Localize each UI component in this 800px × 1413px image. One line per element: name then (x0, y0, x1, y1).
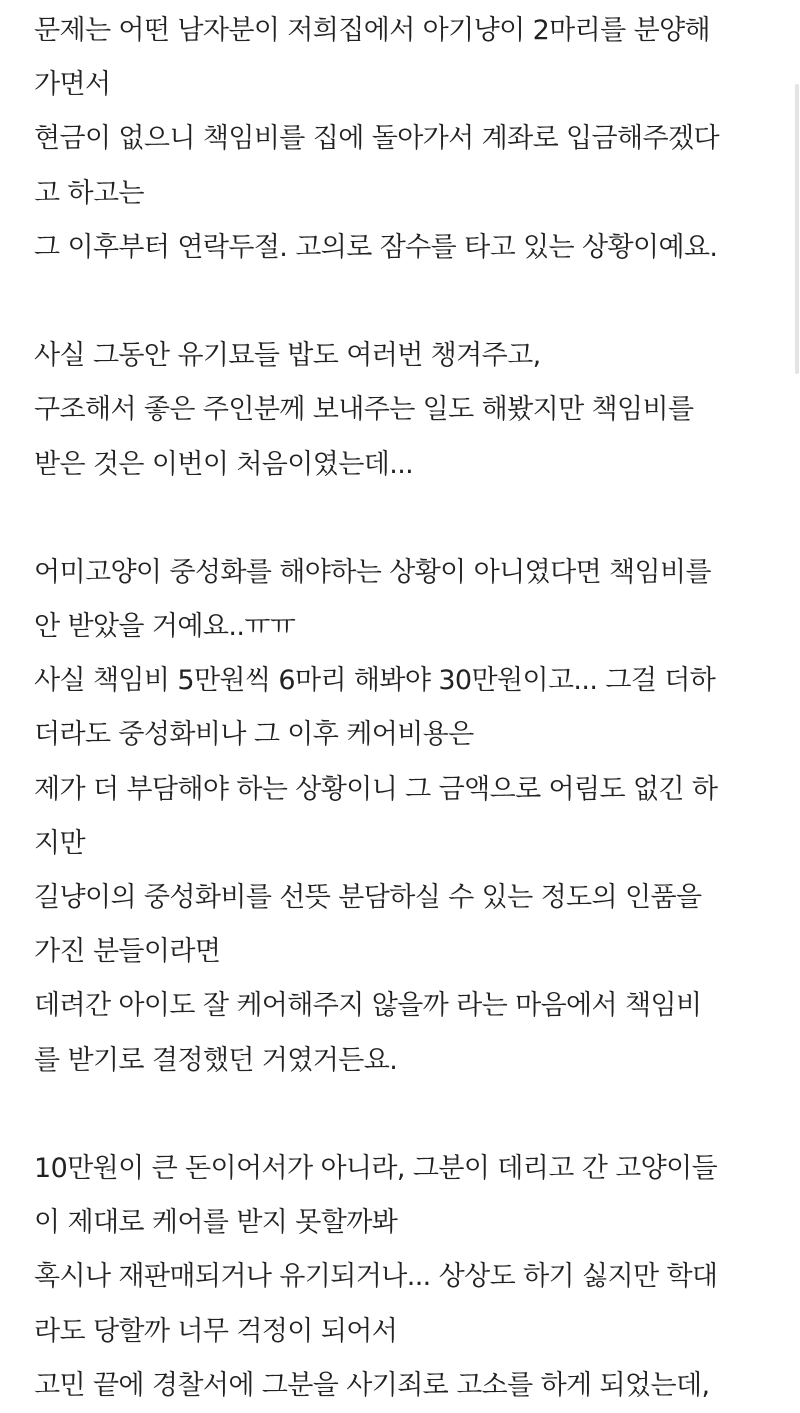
text-line: 제가 더 부담해야 하는 상황이니 그 금액으로 어림도 없긴 하 (34, 773, 718, 805)
text-line: 10만원이 큰 돈이어서가 아니라, 그분이 데리고 간 고양이들 (34, 1152, 718, 1184)
paragraph-2 (34, 329, 774, 492)
text-line: 어미고양이 중성화를 해야하는 상황이 아니였다면 책임비를 (34, 556, 711, 588)
text-line: 이 제대로 케어를 받지 못할까봐 (34, 1207, 398, 1239)
paragraph-4 (34, 1142, 774, 1413)
scrollbar-thumb[interactable] (795, 84, 799, 374)
text-line: 더라도 중성화비나 그 이후 케어비용은 (34, 719, 474, 751)
text-line: 가진 분들이라면 (34, 936, 221, 968)
text-line: 구조해서 좋은 주인분께 보내주는 일도 해봤지만 책임비를 (34, 394, 694, 426)
text-line: 데려간 아이도 잘 케어해주지 않을까 라는 마음에서 책임비 (34, 990, 702, 1022)
paragraph-1 (34, 4, 774, 275)
text-line: 받은 것은 이번이 처음이였는데... (34, 448, 414, 480)
paragraph-3 (34, 546, 774, 1088)
text-line: 사실 그동안 유기묘들 밥도 여러번 챙겨주고, (34, 340, 541, 372)
text-line: 가면서 (34, 69, 111, 101)
text-line: 현금이 없으니 책임비를 집에 돌아가서 계좌로 입금해주겠다 (34, 123, 719, 155)
text-line: 혹시나 재판매되거나 유기되거나... 상상도 하기 싫지만 학대 (34, 1261, 718, 1293)
text-line: 그 이후부터 연락두절. 고의로 잠수를 타고 있는 상황이예요. (34, 231, 718, 263)
text-line: 안 받았을 거예요..ㅠㅠ (34, 611, 296, 643)
text-line: 고민 끝에 경찰서에 그분을 사기죄로 고소를 하게 되었는데, (34, 1369, 710, 1401)
text-line: 를 받기로 결정했던 거였거든요. (34, 1044, 398, 1076)
post-body (34, 4, 774, 1413)
text-line: 지만 (34, 827, 85, 859)
text-line: 문제는 어떤 남자분이 저희집에서 아기냥이 2마리를 분양해 (34, 15, 711, 46)
text-line: 고 하고는 (34, 177, 144, 209)
text-line: 사실 책임비 5만원씩 6마리 해봐야 30만원이고... 그걸 더하 (34, 665, 716, 697)
paragraph-spacer (34, 492, 774, 546)
text-line: 길냥이의 중성화비를 선뜻 분담하실 수 있는 정도의 인품을 (34, 882, 702, 913)
scrollbar[interactable] (794, 0, 800, 1332)
paragraph-spacer (34, 275, 774, 329)
text-line: 라도 당할까 너무 걱정이 되어서 (34, 1315, 398, 1347)
paragraph-spacer (34, 1088, 774, 1142)
